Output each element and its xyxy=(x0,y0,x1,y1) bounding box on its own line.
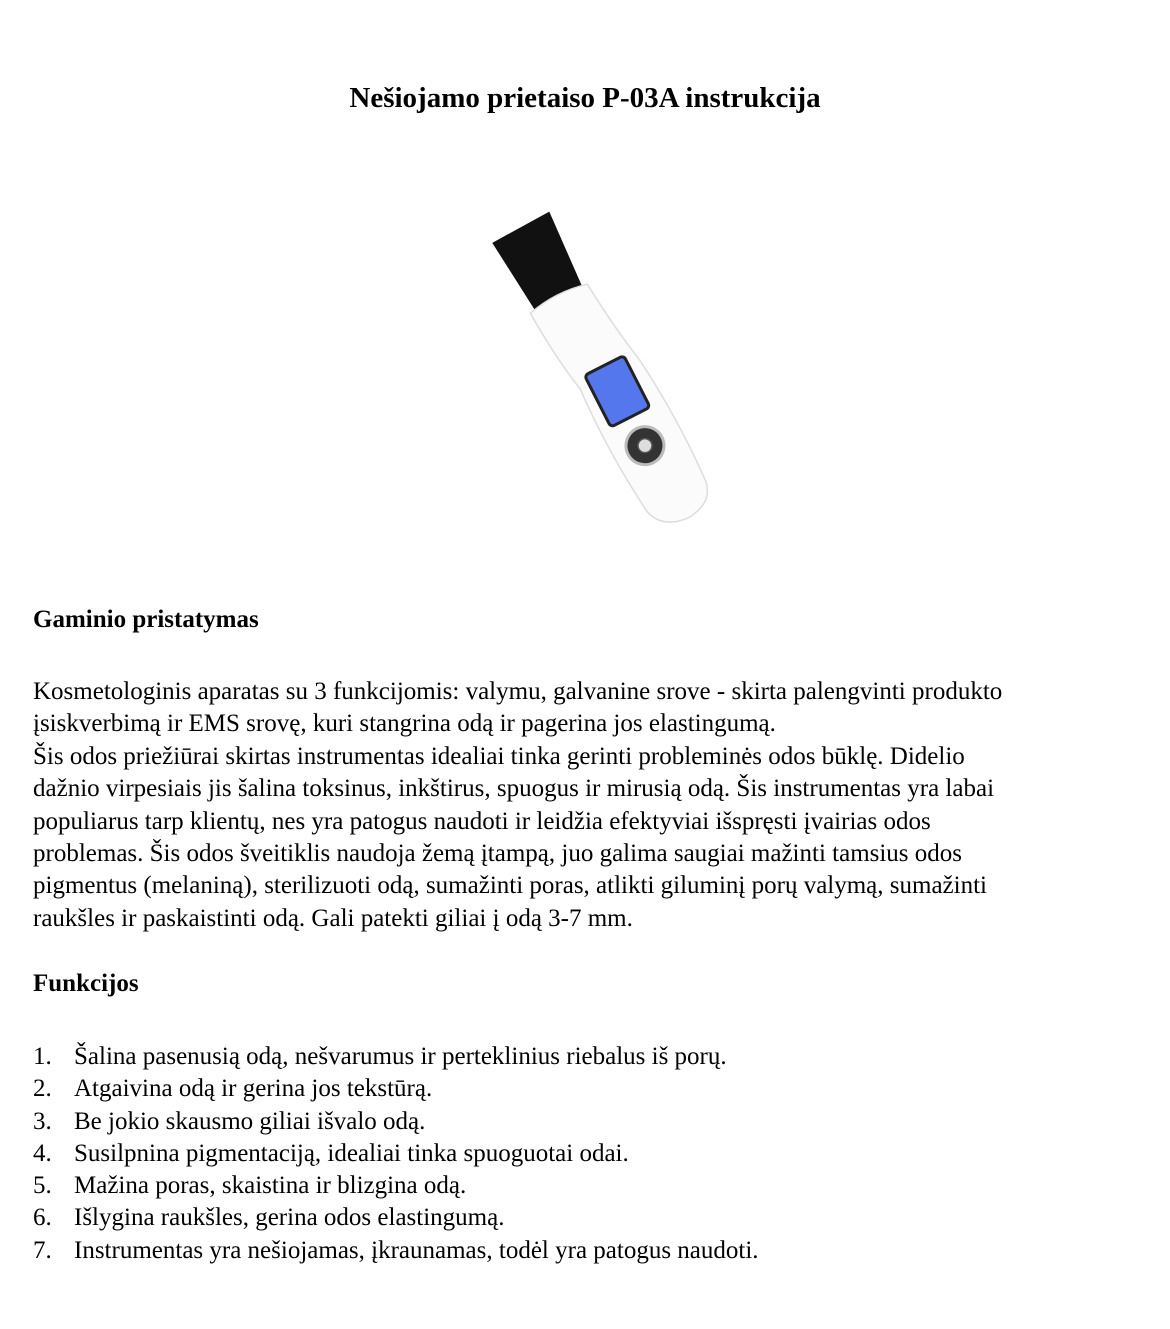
list-item xyxy=(33,1170,759,1202)
list-text: Be jokio skausmo giliai išvalo odą. xyxy=(74,1107,426,1135)
paragraph-line: dažnio virpesiais jis šalina toksinus, inkštirus, spuogus ir mirusią odą. Šis instrumentas yra labai xyxy=(33,775,995,803)
list-item xyxy=(33,1138,759,1170)
list-item xyxy=(33,1073,759,1105)
list-item xyxy=(33,1235,759,1267)
list-number: 3. xyxy=(33,1107,52,1135)
list-number: 5. xyxy=(33,1172,52,1200)
paragraph-line: pigmentus (melaniną), sterilizuoti odą, sumažinti poras, atlikti giluminį porų valymą, sumažinti xyxy=(33,872,987,900)
list-item xyxy=(33,1041,759,1073)
section-heading-intro: Gaminio pristatymas xyxy=(33,606,259,633)
list-number: 6. xyxy=(33,1204,52,1232)
list-item xyxy=(33,1106,759,1138)
paragraph-line: populiarus tarp klientų, nes yra patogus naudoti ir leidžia efektyviai išspręsti įvairias odos xyxy=(33,807,931,835)
paragraph-line: Šis odos priežiūrai skirtas instrumentas idealiai tinka gerinti probleminės odos būklę. Didelio xyxy=(33,742,965,770)
list-number: 2. xyxy=(33,1075,52,1103)
list-number: 7. xyxy=(33,1236,52,1264)
section-heading-functions: Funkcijos xyxy=(33,970,139,997)
list-item xyxy=(33,1202,759,1234)
list-text: Mažina poras, skaistina ir blizgina odą. xyxy=(74,1172,467,1200)
paragraph-line: įsiskverbimą ir EMS srovę, kuri stangrina odą ir pagerina jos elastingumą. xyxy=(33,710,776,738)
list-number: 4. xyxy=(33,1139,52,1167)
list-text: Atgaivina odą ir gerina jos tekstūrą. xyxy=(74,1075,433,1103)
functions-list xyxy=(33,1041,759,1267)
list-text: Instrumentas yra nešiojamas, įkraunamas, todėl yra patogus naudoti. xyxy=(74,1236,759,1264)
intro-paragraph xyxy=(33,676,1002,935)
paragraph-line: problemas. Šis odos šveitiklis naudoja žemą įtampą, juo galima saugiai mažinti tamsius odos xyxy=(33,840,963,868)
document-title: Nešiojamo prietaiso P-03A instrukcija xyxy=(349,82,821,114)
list-text: Išlygina raukšles, gerina odos elastingumą. xyxy=(74,1204,505,1232)
paragraph-line: raukšles ir paskaistinti odą. Gali patekti giliai į odą 3-7 mm. xyxy=(33,904,633,932)
list-text: Šalina pasenusią odą, nešvarumus ir perteklinius riebalus iš porų. xyxy=(74,1043,727,1070)
list-number: 1. xyxy=(33,1043,52,1070)
list-text: Susilpnina pigmentaciją, idealiai tinka spuoguotai odai. xyxy=(74,1139,629,1167)
paragraph-line: Kosmetologinis aparatas su 3 funkcijomis: valymu, galvanine srove - skirta palengvinti produkto xyxy=(33,678,1003,705)
device-image xyxy=(460,185,750,545)
